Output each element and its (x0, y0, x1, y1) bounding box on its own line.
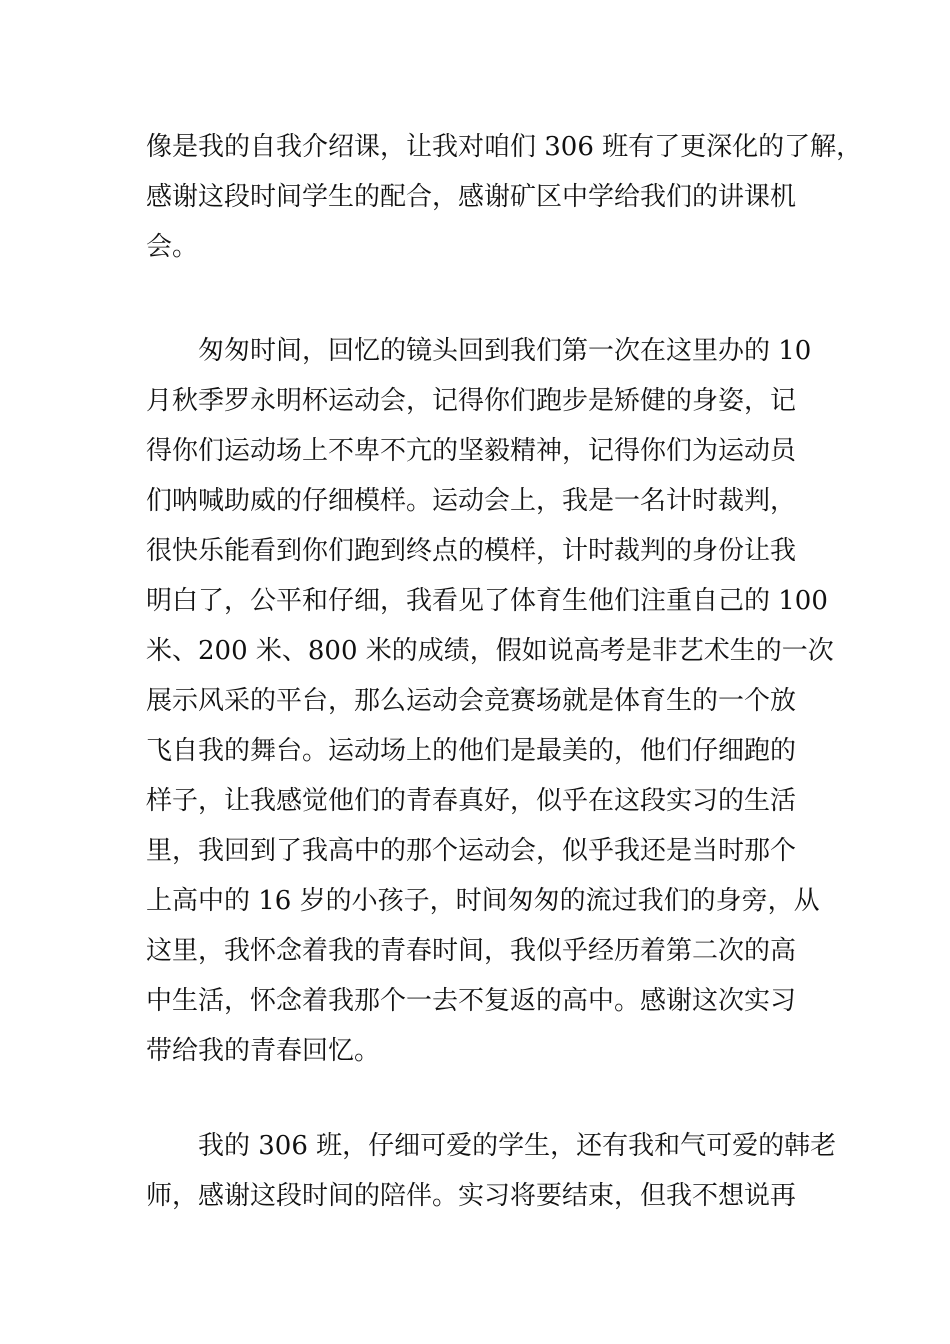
text-line: 展示风采的平台，那么运动会竞赛场就是体育生的一个放 (146, 686, 797, 716)
text-line: 很快乐能看到你们跑到终点的模样，计时裁判的身份让我 (146, 536, 797, 566)
text-line: 样子，让我感觉他们的青春真好，似乎在这段实习的生活 (146, 786, 797, 816)
text-line: 飞自我的舞台。运动场上的他们是最美的，他们仔细跑的 (146, 736, 797, 766)
text-line: 匆匆时间，回忆的镜头回到我们第一次在这里办的 10 (198, 336, 812, 366)
text-line: 我的 306 班，仔细可爱的学生，还有我和气可爱的韩老 (198, 1131, 837, 1161)
text-line: 得你们运动场上不卑不亢的坚毅精神，记得你们为运动员 (146, 436, 797, 466)
paragraph-2 (146, 326, 834, 1076)
text-line: 月秋季罗永明杯运动会，记得你们跑步是矫健的身姿，记 (146, 386, 797, 416)
text-line: 会。 (146, 232, 199, 262)
text-line: 明白了，公平和仔细，我看见了体育生他们注重自己的 100 (146, 586, 828, 616)
text-line: 师，感谢这段时间的陪伴。实习将要结束，但我不想说再 (146, 1181, 797, 1211)
paragraph-1 (146, 122, 863, 272)
text-line: 感谢这段时间学生的配合，感谢矿区中学给我们的讲课机 (146, 182, 797, 212)
text-line: 像是我的自我介绍课，让我对咱们 306 班有了更深化的了解， (146, 132, 863, 162)
text-line: 里，我回到了我高中的那个运动会，似乎我还是当时那个 (146, 836, 797, 866)
paragraph-3 (146, 1121, 837, 1221)
text-line: 们呐喊助威的仔细模样。运动会上，我是一名计时裁判， (146, 486, 797, 516)
text-line: 这里，我怀念着我的青春时间，我似乎经历着第二次的高 (146, 936, 797, 966)
text-line: 带给我的青春回忆。 (146, 1036, 381, 1066)
text-line: 米、200 米、800 米的成绩，假如说高考是非艺术生的一次 (146, 636, 834, 666)
text-line: 上高中的 16 岁的小孩子，时间匆匆的流过我们的身旁，从 (146, 886, 820, 916)
text-line: 中生活，怀念着我那个一去不复返的高中。感谢这次实习 (146, 986, 797, 1016)
